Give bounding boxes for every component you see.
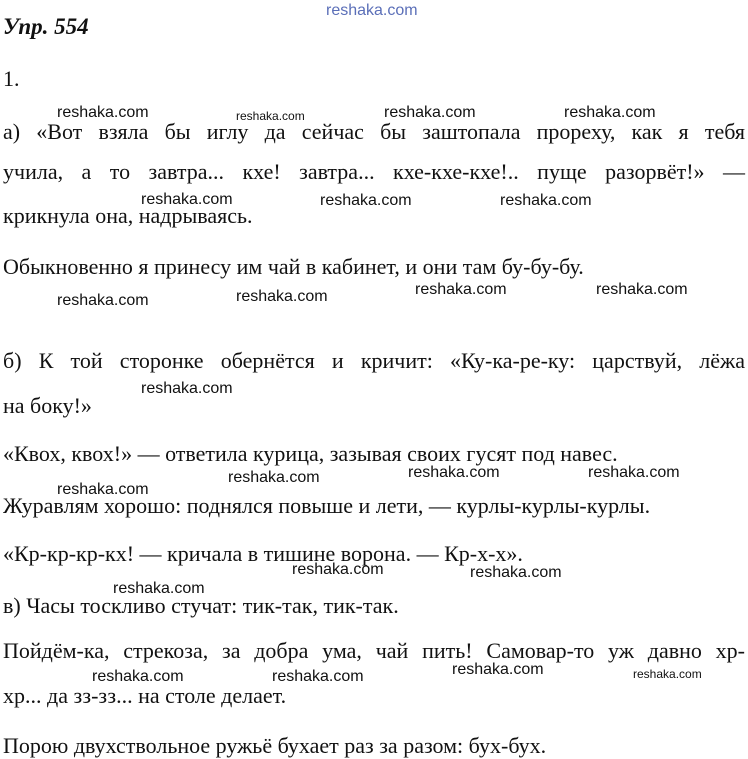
watermark: reshaka.com <box>415 281 507 298</box>
text-line-a2: учила, а то завтра... кхе! завтра... кхе-кхе-кхе!.. пуще разорвёт!» — <box>3 159 745 184</box>
watermark: reshaka.com <box>228 469 320 486</box>
watermark: reshaka.com <box>236 109 305 123</box>
watermark: reshaka.com <box>588 464 680 481</box>
text-line-c4: Порою двухствольное ружьё бухает раз за разом: бух-бух. <box>3 733 547 758</box>
watermark: reshaka.com <box>292 561 384 578</box>
text-line-c2: Пойдём-ка, стрекоза, за добра ума, чай пить! Самовар-то уж давно хр- <box>3 638 745 663</box>
watermark: reshaka.com <box>408 464 500 481</box>
watermark: reshaka.com <box>113 580 205 597</box>
text-line-c3: хр... да зз-зз... на столе делает. <box>3 683 287 708</box>
watermark: reshaka.com <box>500 192 592 209</box>
text-line-a3: крикнула она, надрываясь. <box>3 203 253 228</box>
watermark: reshaka.com <box>236 288 328 305</box>
text-line-a4: Обыкновенно я принесу им чай в кабинет, и они там бу-бу-бу. <box>3 254 584 279</box>
watermark: reshaka.com <box>470 564 562 581</box>
text-line-a1: а) «Вот взяла бы иглу да сейчас бы заштопала прореху, как я тебя <box>3 119 745 144</box>
watermark: reshaka.com <box>596 281 688 298</box>
watermark: reshaka.com <box>92 668 184 685</box>
watermark: reshaka.com <box>633 667 702 681</box>
watermark: reshaka.com <box>57 292 149 309</box>
watermark: reshaka.com <box>320 192 412 209</box>
text-line-b2: на боку!» <box>3 393 92 418</box>
task-number: 1. <box>3 66 20 91</box>
text-line-b1: б) К той сторонке обернётся и кричит: «Ку-ка-ре-ку: царствуй, лёжа <box>3 348 745 373</box>
text-line-b4: Журавлям хорошо: поднялся повыше и лети, — курлы-курлы-курлы. <box>3 493 651 518</box>
text-line-b3: «Квох, квох!» — ответила курица, зазывая своих гусят под навес. <box>3 441 618 466</box>
text-line-c1: в) Часы тоскливо стучат: тик-так, тик-так. <box>3 593 399 618</box>
watermark: reshaka.com <box>141 380 233 397</box>
watermark: reshaka.com <box>57 104 149 121</box>
watermark: reshaka.com <box>57 481 149 498</box>
watermark: reshaka.com <box>452 661 544 678</box>
watermark: reshaka.com <box>564 104 656 121</box>
exercise-title: Упр. 554 <box>3 14 89 39</box>
watermark: reshaka.com <box>326 2 418 19</box>
watermark: reshaka.com <box>272 668 364 685</box>
watermark: reshaka.com <box>141 191 233 208</box>
text-line-b5: «Кр-кр-кр-кх! — кричала в тишине ворона. — Кр-х-х». <box>3 541 523 566</box>
watermark: reshaka.com <box>384 104 476 121</box>
